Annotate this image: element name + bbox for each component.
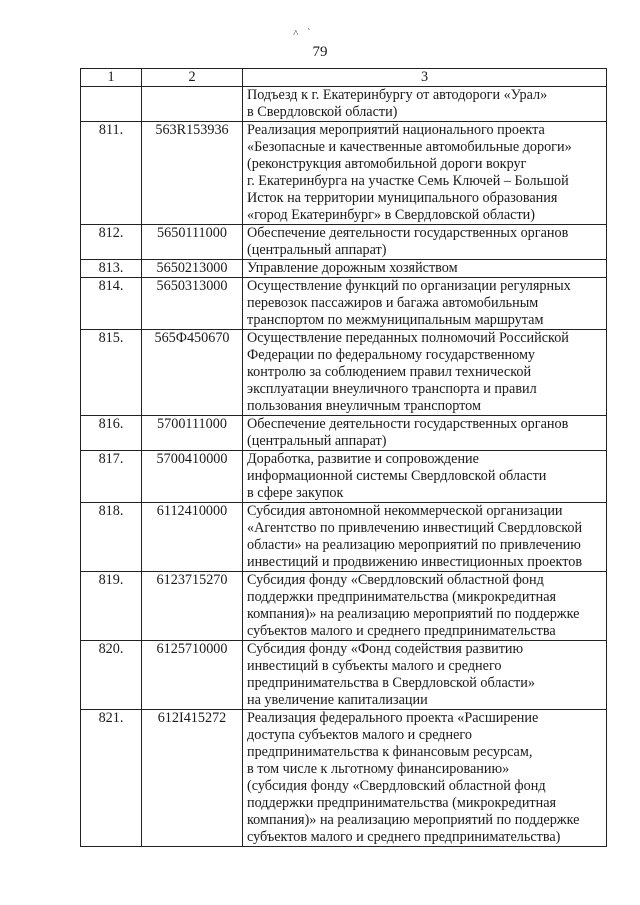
description-line: инвестиций и продвижению инвестиционных проектов <box>247 554 583 570</box>
description-line: Реализация федерального проекта «Расширение <box>247 710 539 726</box>
row-code: 565Ф450670 <box>142 330 243 416</box>
description-line: Подъезд к г. Екатеринбургу от автодороги «Урал» <box>247 87 548 103</box>
description-line: эксплуатации внеуличного транспорта и правил <box>247 381 537 397</box>
description-line: Субсидия фонду «Свердловский областной фонд <box>247 572 544 588</box>
description-line: в том числе к льготному финансированию» <box>247 761 510 777</box>
description-line: поддержки предпринимательства (микрокредитная <box>247 795 557 811</box>
description-line: (центральный аппарат) <box>247 433 387 449</box>
row-number: 812. <box>81 225 142 260</box>
table-row <box>81 710 607 847</box>
description-line: субъектов малого и среднего предпринимательства) <box>247 829 561 845</box>
row-description <box>243 122 607 225</box>
column-header: 1 <box>81 69 142 87</box>
row-number <box>81 87 142 122</box>
table-row <box>81 416 607 451</box>
table-row <box>81 122 607 225</box>
description-line: доступа субъектов малого и среднего <box>247 727 472 743</box>
row-code: 6123715270 <box>142 572 243 641</box>
header-marks: ˄ ˋ <box>293 28 314 39</box>
description-line: в Свердловской области) <box>247 104 398 120</box>
row-description <box>243 330 607 416</box>
table-row <box>81 260 607 278</box>
description-line: транспортом по межмуниципальным маршрутам <box>247 312 544 328</box>
row-number: 817. <box>81 451 142 503</box>
row-code: 5650111000 <box>142 225 243 260</box>
description-line: Осуществление переданных полномочий Российской <box>247 330 569 346</box>
description-line: г. Екатеринбурга на участке Семь Ключей – Большой <box>247 173 569 189</box>
row-code: 6125710000 <box>142 641 243 710</box>
row-number: 816. <box>81 416 142 451</box>
row-description <box>243 260 607 278</box>
description-line: информационной системы Свердловской области <box>247 468 547 484</box>
row-number: 813. <box>81 260 142 278</box>
row-number: 818. <box>81 503 142 572</box>
row-number: 814. <box>81 278 142 330</box>
description-line: компания)» на реализацию мероприятий по поддержке <box>247 812 580 828</box>
description-line: Исток на территории муниципального образования <box>247 190 558 206</box>
description-line: контролю за соблюдением правил технической <box>247 364 532 380</box>
row-number: 815. <box>81 330 142 416</box>
row-number: 811. <box>81 122 142 225</box>
row-code: 5650213000 <box>142 260 243 278</box>
description-line: Обеспечение деятельности государственных органов <box>247 225 569 241</box>
description-line: перевозок пассажиров и багажа автомобильным <box>247 295 539 311</box>
budget-table <box>80 68 607 847</box>
description-line: Доработка, развитие и сопровождение <box>247 451 479 467</box>
description-line: в сфере закупок <box>247 485 344 501</box>
description-line: Реализация мероприятий национального проекта <box>247 122 545 138</box>
table-row <box>81 330 607 416</box>
row-description <box>243 87 607 122</box>
table-row <box>81 641 607 710</box>
description-line: области» на реализацию мероприятий по привлечению <box>247 537 581 553</box>
row-description <box>243 572 607 641</box>
description-line: пользования внеуличным транспортом <box>247 398 481 414</box>
description-line: Обеспечение деятельности государственных органов <box>247 416 569 432</box>
row-description <box>243 225 607 260</box>
description-line: предпринимательства в Свердловской области» <box>247 675 535 691</box>
description-line: «город Екатеринбург» в Свердловской области) <box>247 207 535 223</box>
description-line: Субсидия автономной некоммерческой организации <box>247 503 563 519</box>
description-line: компания)» на реализацию мероприятий по поддержке <box>247 606 580 622</box>
row-code: 5700111000 <box>142 416 243 451</box>
row-description <box>243 503 607 572</box>
row-number: 820. <box>81 641 142 710</box>
table-row <box>81 503 607 572</box>
row-description <box>243 416 607 451</box>
row-number: 821. <box>81 710 142 847</box>
description-line: (субсидия фонду «Свердловский областной фонд <box>247 778 546 794</box>
table-row <box>81 278 607 330</box>
description-line: Управление дорожным хозяйством <box>247 260 458 276</box>
column-header: 2 <box>142 69 243 87</box>
row-description <box>243 641 607 710</box>
row-number: 819. <box>81 572 142 641</box>
description-line: (центральный аппарат) <box>247 242 387 258</box>
page-number: 79 <box>312 44 328 60</box>
row-code <box>142 87 243 122</box>
row-description <box>243 278 607 330</box>
description-line: поддержки предпринимательства (микрокредитная <box>247 589 557 605</box>
description-line: Субсидия фонду «Фонд содействия развитию <box>247 641 524 657</box>
table-row <box>81 225 607 260</box>
row-code: 5650313000 <box>142 278 243 330</box>
description-line: Осуществление функций по организации регулярных <box>247 278 571 294</box>
column-header: 3 <box>243 69 607 87</box>
table-header-row <box>81 69 607 87</box>
description-line: на увеличение капитализации <box>247 692 428 708</box>
row-code: 5700410000 <box>142 451 243 503</box>
row-code: 563R153936 <box>142 122 243 225</box>
table-row <box>81 87 607 122</box>
row-description <box>243 710 607 847</box>
table-row <box>81 572 607 641</box>
description-line: предпринимательства к финансовым ресурсам, <box>247 744 533 760</box>
row-description <box>243 451 607 503</box>
description-line: инвестиций в субъекты малого и среднего <box>247 658 502 674</box>
row-code: 6112410000 <box>142 503 243 572</box>
row-code: 612I415272 <box>142 710 243 847</box>
table-row <box>81 451 607 503</box>
description-line: Федерации по федеральному государственному <box>247 347 536 363</box>
description-line: «Агентство по привлечению инвестиций Свердловской <box>247 520 583 536</box>
description-line: (реконструкция автомобильной дороги вокруг <box>247 156 527 172</box>
description-line: субъектов малого и среднего предпринимательства <box>247 623 556 639</box>
description-line: «Безопасные и качественные автомобильные дороги» <box>247 139 572 155</box>
